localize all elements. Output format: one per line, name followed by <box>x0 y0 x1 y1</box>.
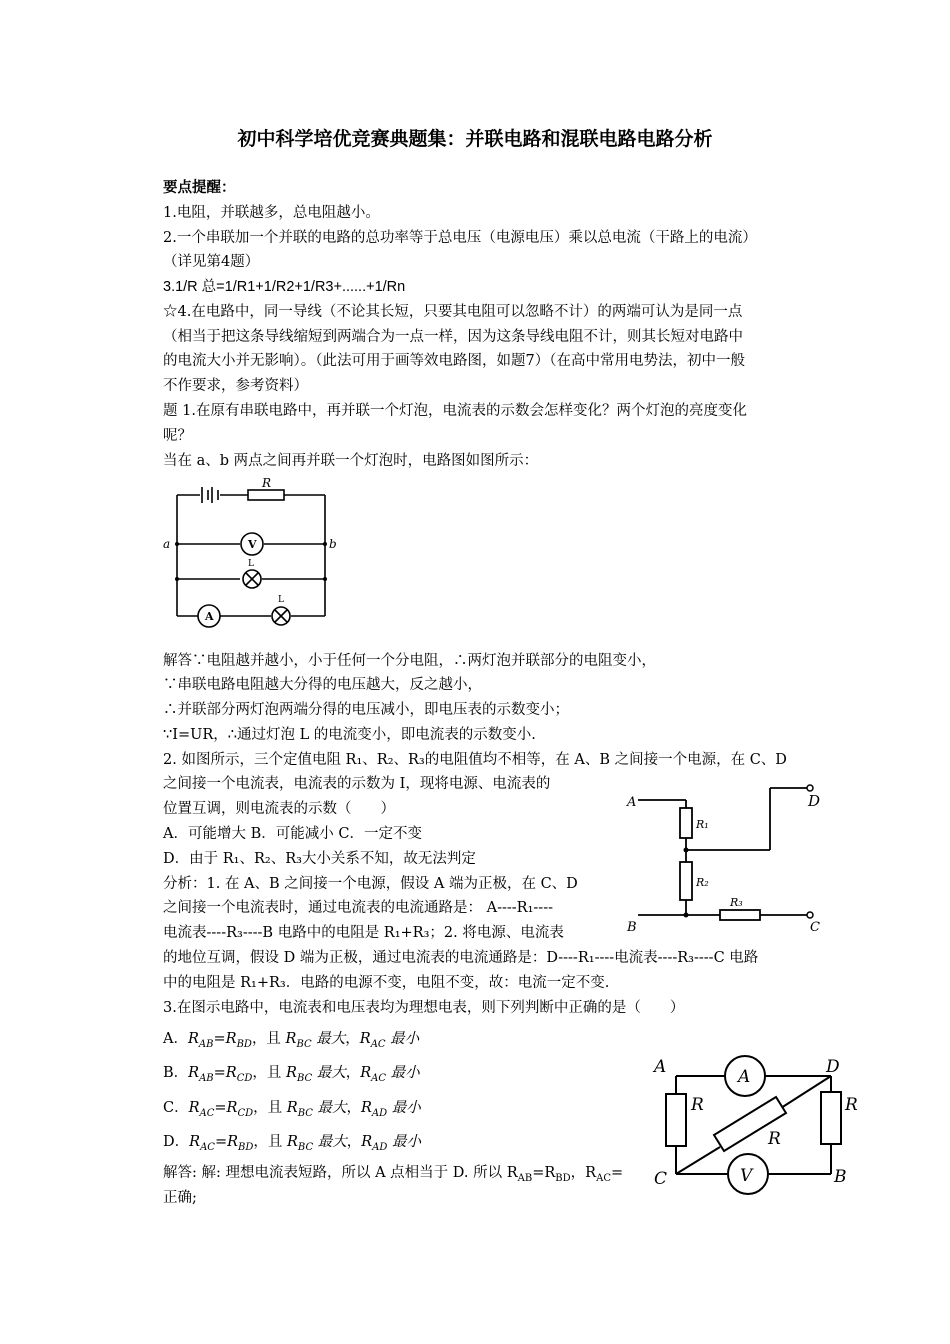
option-letter: B． <box>163 1065 189 1081</box>
text-line: 当在 a、b 两点之间再并联一个灯泡时，电路图如图所示： <box>163 453 539 469</box>
node-a-label: A <box>627 795 637 810</box>
page-title: 初中科学培优竞赛典题集：并联电路和混联电路电路分析 <box>237 128 713 150</box>
analysis-line: 之间接一个电流表时，通过电流表的电流通路是： A----R₁---- <box>163 900 554 916</box>
option-a: A．$R_{AB}=R_{BD}$，且 $R_{BC}$ 最大，$R_{AC}$ 最小 <box>163 1031 420 1050</box>
analysis-line: 中的电阻是 R₁+R₃．电路的电源不变，电阻不变，故：电流一定不变. <box>163 975 610 991</box>
ammeter-label: A <box>205 610 214 623</box>
circuit-figure-3 <box>648 1050 868 1200</box>
option-b: B．$R_{AB}=R_{CD}$，且 $R_{BC}$ 最大，$R_{AC}$ 最小 <box>163 1065 420 1084</box>
circuit-figure-1 <box>160 478 350 628</box>
node-c-label: C <box>654 1169 668 1189</box>
question-1: 题 1.在原有串联电路中，再并联一个灯泡，电流表的示数会怎样变化？两个灯泡的亮度变化 <box>163 403 747 419</box>
option-letter: C． <box>163 1100 189 1116</box>
text-line: （详见第4题） <box>163 254 260 270</box>
node-a-label: A <box>654 1057 667 1077</box>
text-line: 位置互调，则电流表的示数（ ） <box>163 801 395 817</box>
analysis-line: 的地位互调，假设 D 端为正极，通过电流表的电流通路是：D----R₁----电流表----R₃----C 电路 <box>163 950 759 966</box>
option-letter: D． <box>163 1134 190 1150</box>
r3-label: R₃ <box>730 896 743 909</box>
point-a-label: a <box>163 537 171 551</box>
r1-label: R₁ <box>696 818 709 831</box>
text-line: 2.一个串联加一个并联的电路的总功率等于总电压（电源电压）乘以总电流（干路上的电流） <box>163 230 757 246</box>
text-line: 不作要求，参考资料） <box>163 378 308 394</box>
answer-1-line: ∵I=UR，∴通过灯泡 L 的电流变小，即电流表的示数变小. <box>163 727 536 743</box>
option-eq: $R_{AB}=R_{BD}$ <box>187 1031 252 1050</box>
option-line: D．由于 R₁、R₂、R₃大小关系不知，故无法判定 <box>163 851 476 867</box>
resistor-label: R <box>768 1129 781 1149</box>
question-3: 3.在图示电路中，电流表和电压表均为理想电表，则下列判断中正确的是（ ） <box>163 1000 685 1016</box>
text-line: （相当于把这条导线缩短到两端合为一点一样，因为这条导线电阻不计，则其长短对电路中 <box>163 329 743 345</box>
option-line: A．可能增大 B．可能减小 C．一定不变 <box>163 826 422 842</box>
answer-3-line: 正确; <box>163 1190 197 1206</box>
text-line: 之间接一个电流表，电流表的示数为 I，现将电源、电流表的 <box>163 776 551 792</box>
formula-line: 3.1/R 总=1/R1+1/R2+1/R3+......+1/Rn <box>163 279 406 295</box>
node-d-label: D <box>826 1057 840 1077</box>
text-line: 1.电阻，并联越多，总电阻越小。 <box>163 205 380 221</box>
node-c-label: C <box>810 920 820 935</box>
option-c: C．$R_{AC}=R_{CD}$，且 $R_{BC}$ 最大，$R_{AD}$ 最小 <box>163 1100 421 1119</box>
answer-3-line: 解答: 解: 理想电流表短路，所以 A 点相当于 D. 所以 $R_{AB}=R_{BD}$，$R_{AC}=$ <box>163 1165 624 1184</box>
lamp-label: L <box>278 595 284 605</box>
text-line: 呢？ <box>163 428 192 444</box>
question-2: 2. 如图所示，三个定值电阻 R₁、R₂、R₃的电阻值均不相等，在 A、B 之间接一个电源，在 C、D <box>163 752 787 768</box>
lamp-label: L <box>248 559 254 569</box>
text-line: ☆4.在电路中，同一导线（不论其长短，只要其电阻可以忽略不计）的两端可认为是同一点 <box>163 304 743 320</box>
analysis-line: 电流表----R₃----B 电路中的电阻是 R₁+R₃；2. 将电源、电流表 <box>163 925 564 941</box>
option-letter: A． <box>163 1031 188 1047</box>
key-points-heading: 要点提醒： <box>163 180 236 196</box>
analysis-line: 分析：1. 在 A、B 之间接一个电源，假设 A 端为正极，在 C、D <box>163 876 578 892</box>
node-d-label: D <box>808 792 821 810</box>
answer-1-line: 解答∵电阻越并越小，小于任何一个分电阻，∴两灯泡并联部分的电阻变小， <box>163 653 656 669</box>
r2-label: R₂ <box>696 876 709 889</box>
answer-1-line: ∴并联部分两灯泡两端分得的电压减小，即电压表的示数变小； <box>163 702 569 718</box>
node-b-label: B <box>627 920 637 935</box>
option-d: D．$R_{AC}=R_{BD}$，且 $R_{BC}$ 最大，$R_{AD}$ 最小 <box>163 1134 421 1153</box>
point-b-label: b <box>329 537 337 551</box>
text-line: 的电流大小并无影响）。（此法可用于画等效电路图，如题7）（在高中常用电势法，初中一般 <box>163 353 745 369</box>
voltmeter-label: V <box>740 1166 753 1186</box>
node-b-label: B <box>834 1167 847 1187</box>
ammeter-label: A <box>738 1067 751 1087</box>
circuit-figure-2 <box>622 778 832 936</box>
resistor-label: R <box>262 478 272 490</box>
voltmeter-label: V <box>248 538 257 551</box>
resistor-label: R <box>845 1095 858 1115</box>
resistor-label: R <box>691 1095 704 1115</box>
answer-1-line: ∵串联电路电阻越大分得的电压越大，反之越小， <box>163 677 482 693</box>
